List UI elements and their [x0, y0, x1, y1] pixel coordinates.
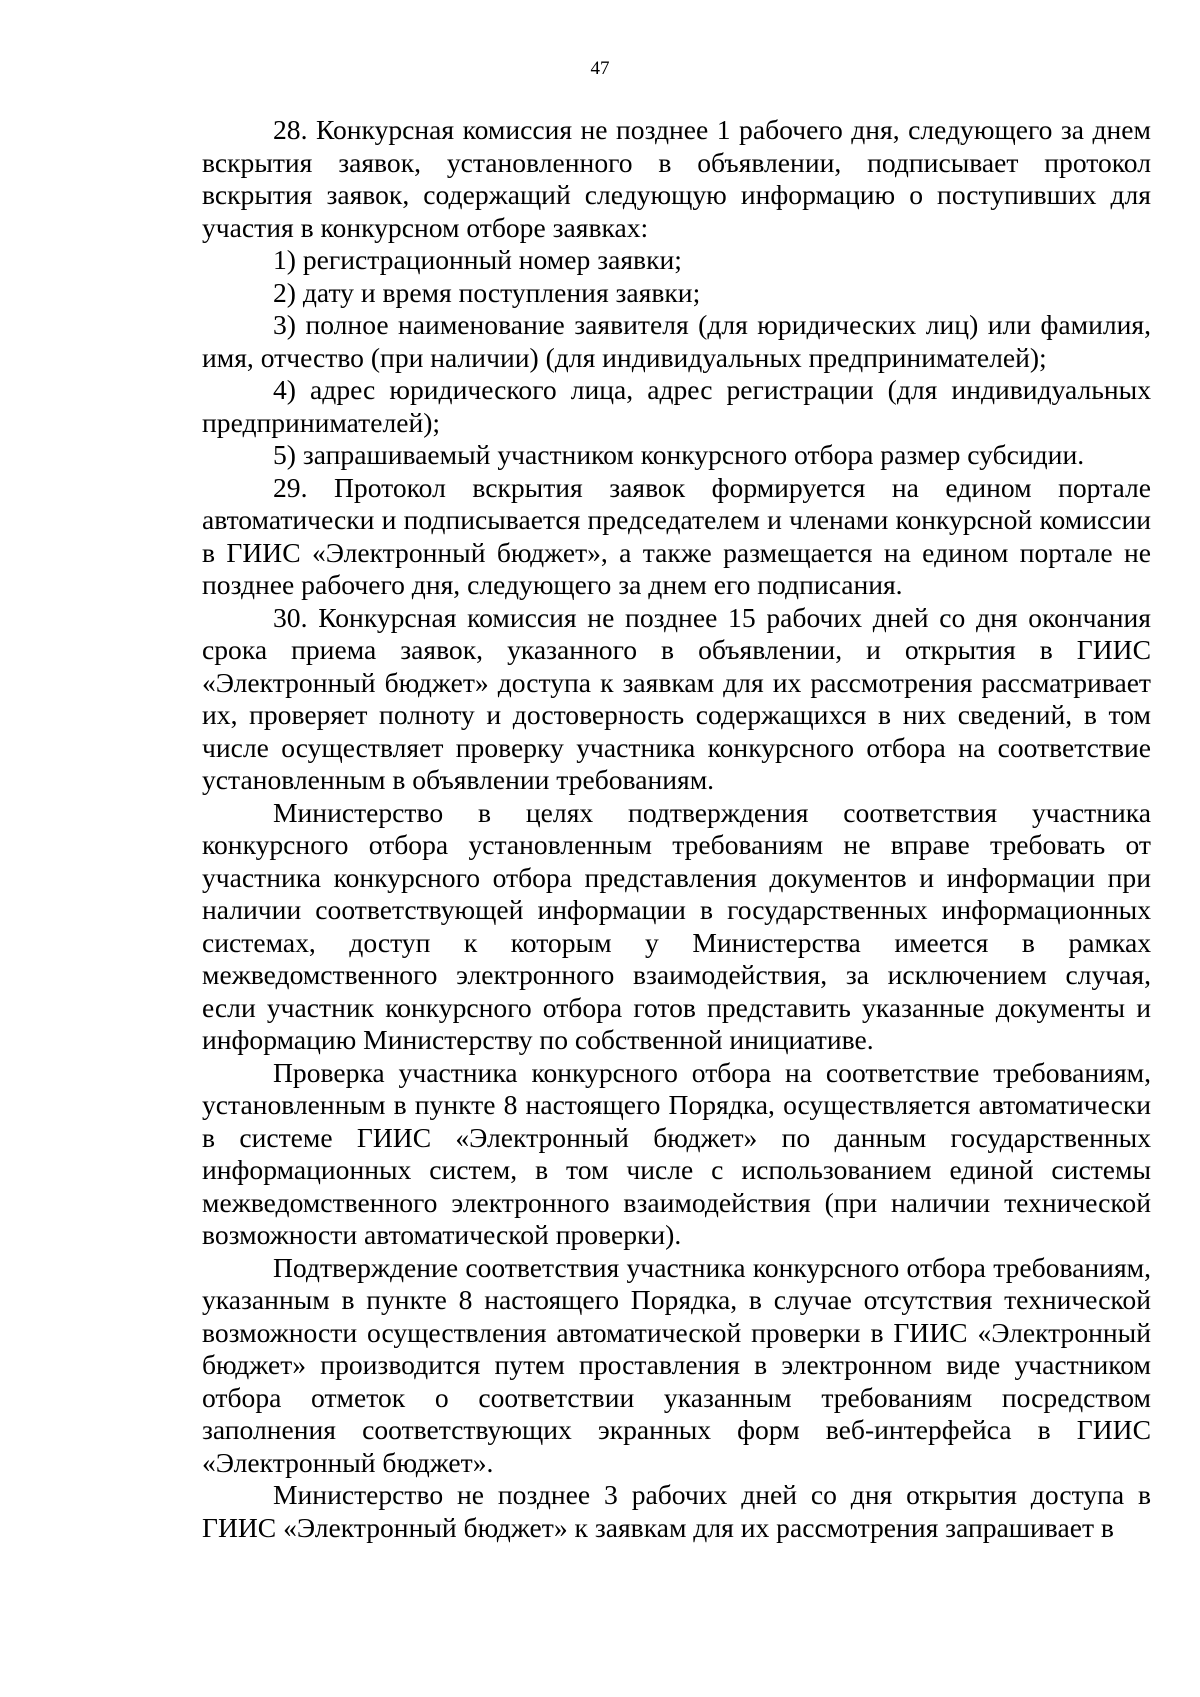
paragraph-29: 29. Протокол вскрытия заявок формируется на едином портале автоматически и подписывается председателем и членами конкурсной комиссии в ГИИС «Электронный бюджет», а также размещается на едином портале не позднее рабочего дня, следующего за днем его подписания.: [202, 471, 1151, 600]
list-item-3: 3) полное наименование заявителя (для юридических лиц) или фамилия, имя, отчество (при наличии) (для индивидуальных предпринимателей);: [202, 309, 1151, 373]
page-number: 47: [590, 58, 610, 79]
paragraph-ministry-request: Министерство не позднее 3 рабочих дней со дня открытия доступа в ГИИС «Электронный бюджет» к заявкам для их рассмотрения запрашивает в: [202, 1479, 1151, 1543]
paragraph-automatic-check: Проверка участника конкурсного отбора на соответствие требованиям, установленным в пункте 8 настоящего Порядка, осуществляется автоматически в системе ГИИС «Электронный бюджет» по данным государственных информационных систем, в том числе с использованием единой системы межведомственного электронного взаимодействия (при наличии технической возможности автоматической проверки).: [202, 1056, 1151, 1250]
paragraph-30: 30. Конкурсная комиссия не позднее 15 рабочих дней со дня окончания срока приема заявок, указанного в объявлении, и открытия в ГИИС «Электронный бюджет» доступа к заявкам для их рассмотрения рассматривает их, проверяет полноту и достоверность содержащихся в них сведений, в том числе осуществляет проверку участника конкурсного отбора на соответствие установленным в объявлении требованиям.: [202, 601, 1151, 795]
list-item-5: 5) запрашиваемый участником конкурсного отбора размер субсидии.: [273, 439, 1085, 470]
paragraph-28: 28. Конкурсная комиссия не позднее 1 рабочего дня, следующего за днем вскрытия заявок, установленного в объявлении, подписывает протокол вскрытия заявок, содержащий следующую информацию о поступивших для участия в конкурсном отборе заявках:: [202, 114, 1151, 243]
paragraph-ministry-verification: Министерство в целях подтверждения соответствия участника конкурсного отбора установленным требованиям не вправе требовать от участника конкурсного отбора представления документов и информации при наличии соответствующей информации в государственных информационных системах, доступ к которым у Министерства имеется в рамках межведомственного электронного взаимодействия, за исключением случая, если участник конкурсного отбора готов представить указанные документы и информацию Министерству по собственной инициативе.: [202, 796, 1151, 1055]
document-body: [202, 114, 1151, 1544]
list-item-1: 1) регистрационный номер заявки;: [273, 244, 682, 275]
list-item-2: 2) дату и время поступления заявки;: [273, 276, 701, 308]
paragraph-confirmation: Подтверждение соответствия участника конкурсного отбора требованиям, указанным в пункте 8 настоящего Порядка, в случае отсутствия технической возможности осуществления автоматической проверки в ГИИС «Электронный бюджет» производится путем проставления в электронном виде участником отбора отметок о соответствии указанным требованиям посредством заполнения соответствующих экранных форм веб-интерфейса в ГИИС «Электронный бюджет».: [202, 1251, 1151, 1478]
list-item-4: 4) адрес юридического лица, адрес регистрации (для индивидуальных предпринимателей);: [202, 374, 1151, 438]
